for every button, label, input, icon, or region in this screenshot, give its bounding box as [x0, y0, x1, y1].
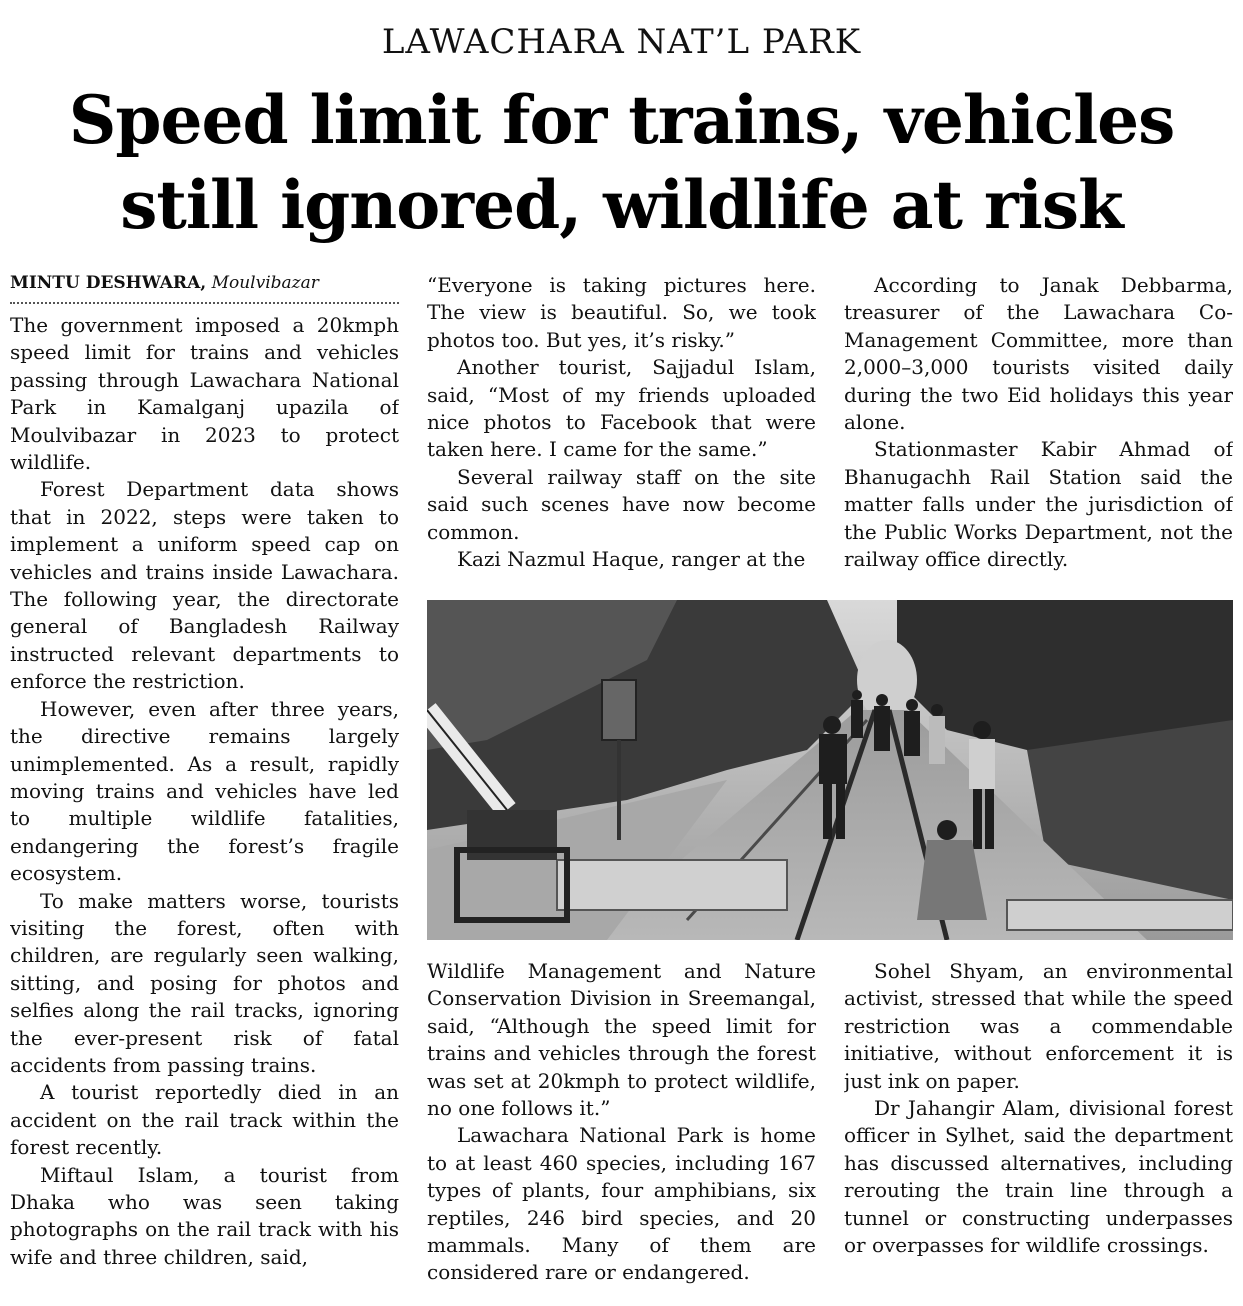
paragraph: The government imposed a 20kmph speed limit for trains and vehicles passing through Lawachara National Park in Kamalganj upazila of Moulvibazar in 2023 to protect wildlife. [10, 313, 399, 475]
headline-line-2: still ignored, wildlife at risk [120, 166, 1123, 244]
railway-forest-photo [427, 600, 1233, 940]
article-column-2-top [427, 272, 816, 582]
article-column-1 [10, 272, 399, 1302]
paragraph: Sohel Shyam, an environmental activist, stressed that while the speed restriction was a commendable initiative, without enforcement it is just ink on paper. [844, 959, 1233, 1093]
section-kicker: LAWACHARA NAT’L PARK [381, 22, 862, 62]
paragraph: Wildlife Management and Nature Conservation Division in Sreemangal, said, “Although the speed limit for trains and vehicles through the forest was set at 20kmph to protect wildlife, no one follows it.” [427, 959, 816, 1121]
headline [0, 78, 1243, 248]
byline-location: Moulvibazar [211, 273, 319, 293]
article-column-3-bottom [844, 958, 1233, 1298]
byline [10, 272, 399, 304]
paragraph: Another tourist, Sajjadul Islam, said, “Most of my friends uploaded nice photos to Facebook that were taken here. I came for the same.” [427, 355, 816, 462]
article-column-3-top [844, 272, 1233, 582]
paragraph: Kazi Nazmul Haque, ranger at the [457, 547, 806, 572]
article-photo [427, 600, 1233, 940]
paragraph: Dr Jahangir Alam, divisional forest officer in Sylhet, said the department has discussed alternatives, including rerouting the train line through a tunnel or constructing underpasses or overpasses for wildlife crossings. [844, 1096, 1233, 1258]
paragraph: However, even after three years, the directive remains largely unimplemented. As a result, rapidly moving trains and vehicles have led to multiple wildlife fatalities, endangering the forest’s fragile ecosystem. [10, 696, 399, 886]
paragraph: Several railway staff on the site said such scenes have now become common. [427, 464, 816, 544]
headline-line-1: Speed limit for trains, vehicles [68, 81, 1175, 159]
paragraph: Forest Department data shows that in 2022, steps were taken to implement a uniform speed cap on vehicles and trains inside Lawachara. The following year, the directorate general of Bangladesh Railway instructed relevant departments to enforce the restriction. [10, 477, 399, 694]
paragraph: Lawachara National Park is home to at least 460 species, including 167 types of plants, four amphibians, six reptiles, 246 bird species, and 20 mammals. Many of them are considered rare or endangered. [427, 1123, 816, 1285]
paragraph: Miftaul Islam, a tourist from Dhaka who was seen taking photographs on the rail track with his wife and three children, said, [10, 1162, 399, 1269]
article-column-2-bottom [427, 958, 816, 1298]
paragraph: A tourist reportedly died in an accident on the rail track within the forest recently. [10, 1080, 399, 1160]
paragraph: “Everyone is taking pictures here. The view is beautiful. So, we took photos too. But yes, it’s risky.” [427, 273, 816, 352]
paragraph: Stationmaster Kabir Ahmad of Bhanugachh Rail Station said the matter falls under the jurisdiction of the Public Works Department, not the railway office directly. [844, 437, 1233, 572]
byline-author: MINTU DESHWARA, [10, 273, 207, 293]
paragraph: To make matters worse, tourists visiting the forest, often with children, are regularly seen walking, sitting, and posing for photos and selfies along the rail tracks, ignoring the ever-present risk of fatal accidents from passing trains. [10, 888, 399, 1077]
paragraph: According to Janak Debbarma, treasurer of the Lawachara Co-Management Committee, more than 2,000–3,000 tourists visited daily during the two Eid holidays this year alone. [844, 273, 1233, 435]
